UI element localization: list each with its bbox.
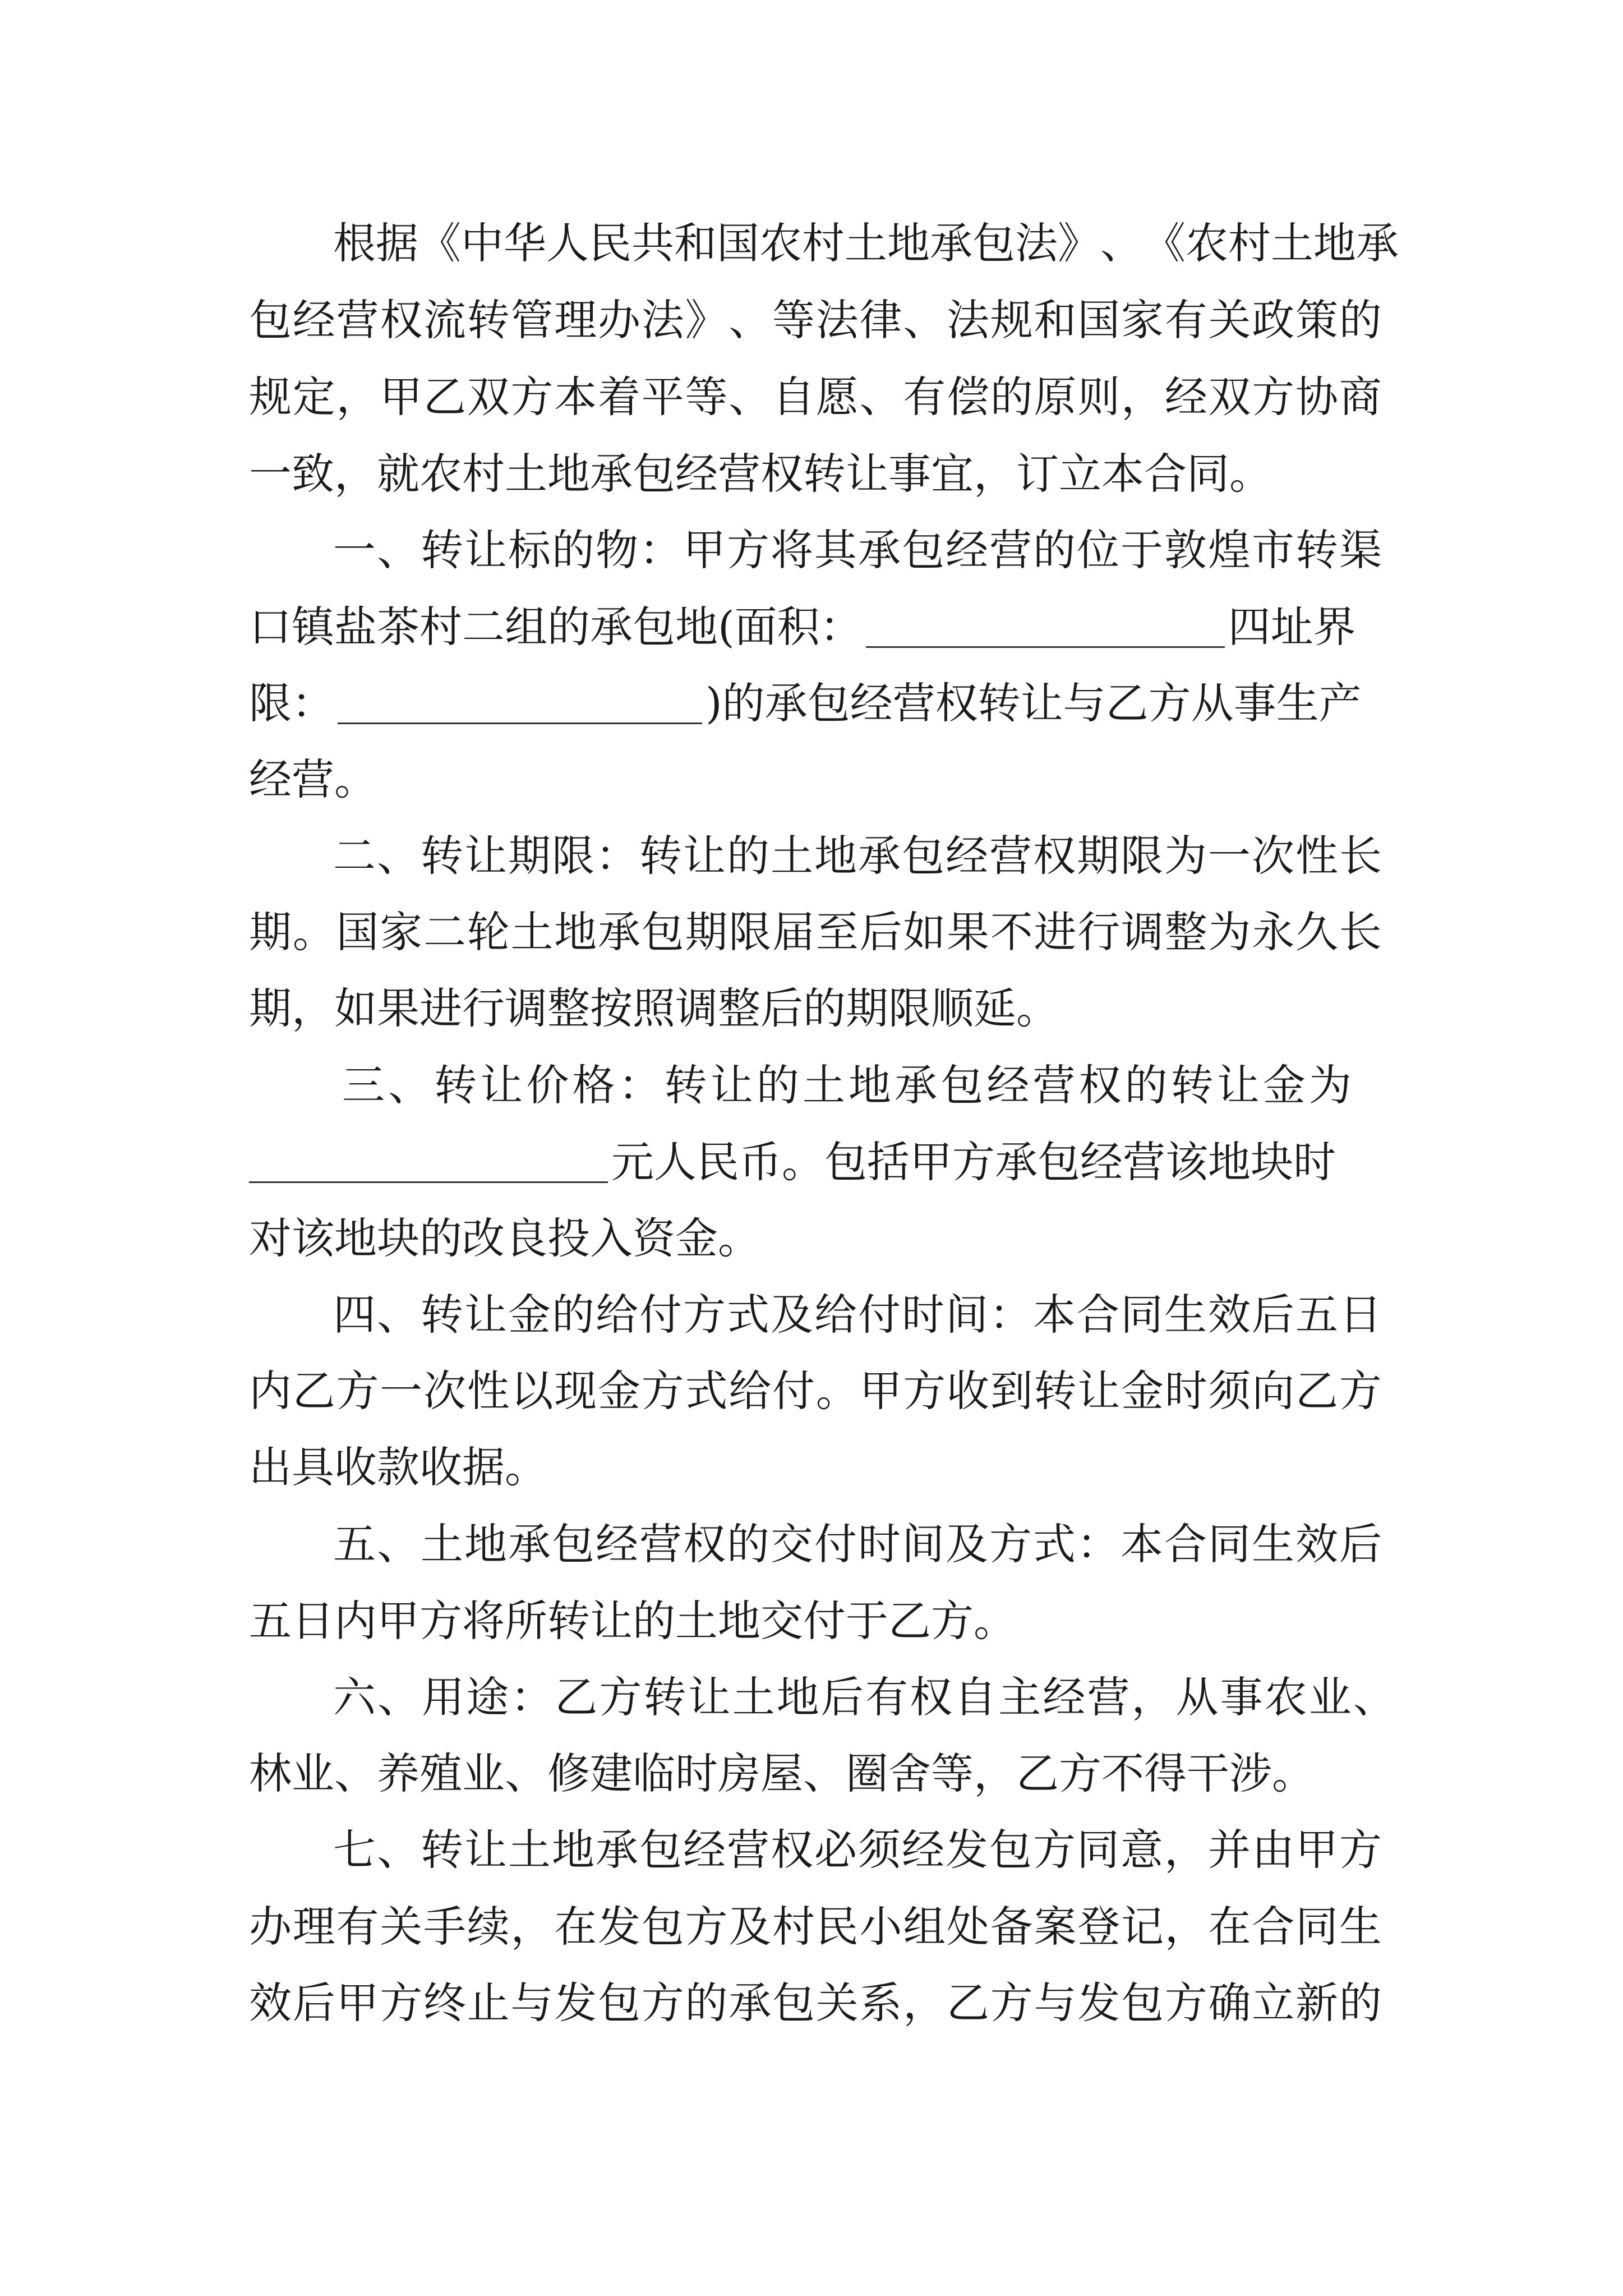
- text-line: 一致，就农村土地承包经营权转让事宜，订立本合同。: [249, 449, 1272, 499]
- text-line: 对该地块的改良投入资金。: [249, 1213, 760, 1263]
- text-segment: 四址界: [1228, 602, 1356, 652]
- text-line: 林业、养殖业、修建临时房屋、圈舍等，乙方不得干涉。: [249, 1749, 1315, 1798]
- text-line: 五日内甲方将所转让的土地交付于乙方。: [249, 1596, 1016, 1646]
- text-segment: 限：: [249, 678, 334, 728]
- text-line: 经营。: [249, 754, 377, 804]
- text-line: 包 经 营 权 流 转 管 理 办 法 》 、 等 法 律 、 法 规 和 国 家 有 关 政 策 的: [249, 295, 1382, 345]
- text-line: 六 、 用 途 ： 乙 方 转 让 土 地 后 有 权 自 主 经 营 ， 从 事 农 业 、: [333, 1672, 1396, 1722]
- text-line: 四 、 转 让 金 的 给 付 方 式 及 给 付 时 间 ： 本 合 同 生 效 后 五 日: [333, 1290, 1382, 1340]
- text-segment: 口镇盐茶村二组的承包地(面积：: [249, 602, 863, 652]
- text-segment: )的承包经营权转让与乙方从事生产: [706, 678, 1362, 728]
- text-segment: 元人民币。包括甲方承包经营该地块时: [611, 1137, 1336, 1187]
- text-line: [249, 1133, 1336, 1191]
- text-line: 七 、 转 让 土 地 承 包 经 营 权 必 须 经 发 包 方 同 意 ， 并 由 甲 方: [333, 1825, 1382, 1875]
- boundary-blank-field[interactable]: [338, 683, 702, 724]
- text-line: 内 乙 方 一 次 性 以 现 金 方 式 给 付 。 甲 方 收 到 转 让 金 时 须 向 乙 方: [249, 1366, 1382, 1416]
- text-line: 一 、 转 让 标 的 物 ： 甲 方 将 其 承 包 经 营 的 位 于 敦 煌 市 转 渠: [333, 525, 1382, 575]
- price-blank-field[interactable]: [249, 1142, 608, 1183]
- text-line: 期 。 国 家 二 轮 土 地 承 包 期 限 届 至 后 如 果 不 进 行 调 整 为 永 久 长: [249, 907, 1382, 957]
- text-line: 出具收款收据。: [249, 1442, 547, 1492]
- text-line: 五 、 土 地 承 包 经 营 权 的 交 付 时 间 及 方 式 ： 本 合 同 生 效 后: [333, 1519, 1382, 1569]
- text-line: [249, 674, 1362, 733]
- text-line: 二 、 转 让 期 限 ： 转 让 的 土 地 承 包 经 营 权 期 限 为 一 次 性 长: [333, 831, 1382, 881]
- text-line: [249, 598, 1356, 656]
- text-line: 规 定 ， 甲 乙 双 方 本 着 平 等 、 自 愿 、 有 偿 的 原 则 ， 经 双 方 协 商: [249, 372, 1382, 422]
- text-line: 三 、 转 让 价 格 ： 转 让 的 土 地 承 包 经 营 权 的 转 让 金 为: [342, 1060, 1352, 1110]
- text-line: 效 后 甲 方 终 止 与 发 包 方 的 承 包 关 系 ， 乙 方 与 发 包 方 确 立 新 的: [249, 1978, 1382, 2028]
- text-line: 期，如果进行调整按照调整后的期限顺延。: [249, 983, 1059, 1033]
- text-line: 根 据 《 中 华 人 民 共 和 国 农 村 土 地 承 包 法 》 、 《 农 村 土 地 承: [333, 218, 1399, 268]
- text-line: 办 理 有 关 手 续 ， 在 发 包 方 及 村 民 小 组 处 备 案 登 记 ， 在 合 同 生: [249, 1902, 1382, 1952]
- area-blank-field[interactable]: [866, 607, 1225, 648]
